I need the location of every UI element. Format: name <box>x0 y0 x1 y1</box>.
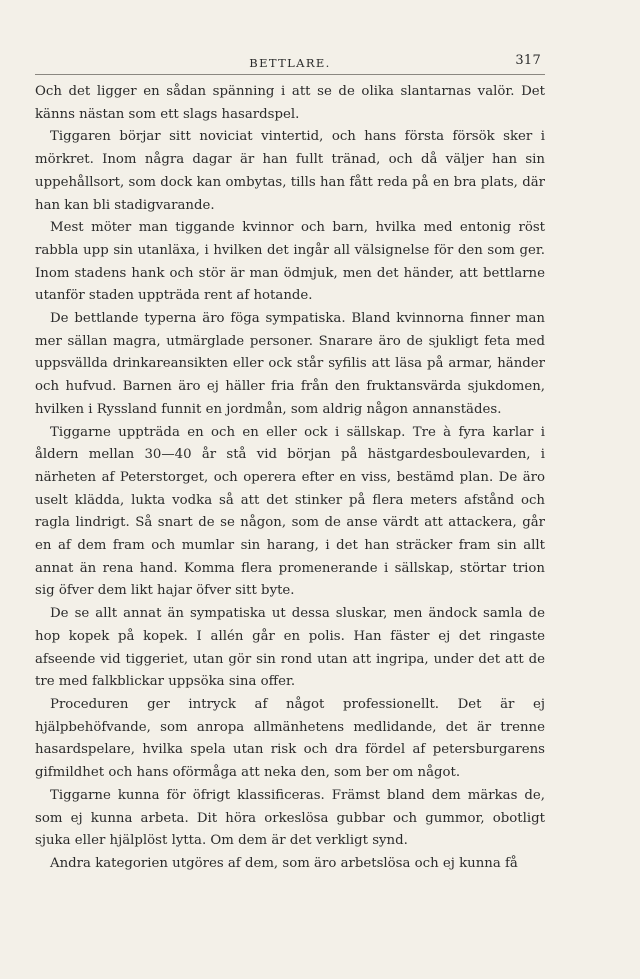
header-rule <box>35 74 545 75</box>
paragraph: Tiggarne kunna för öfrigt klassificeras. Främst bland dem märkas de, som ej kunna arbeta. Dit höra orkeslösa gubbar och gummor, obotligt sjuka eller hjälplöst lytta. Om dem är det verkligt synd. <box>35 787 545 849</box>
running-title: BETTLARE. <box>249 56 331 70</box>
page-number: 317 <box>515 53 541 68</box>
paragraph: Tiggaren börjar sitt noviciat vintertid, och hans första försök sker i mörkret. Inom några dagar är han fullt tränad, och då väljer han sin uppehållsort, som dock kan ombytas, tills han fått reda på en bra plats, där han kan bli stadigvarande. <box>35 129 545 213</box>
running-head <box>35 48 545 70</box>
body-text <box>35 81 545 876</box>
paragraph: De bettlande typerna äro föga sympatiska. Bland kvinnorna finner man mer sällan magra, utmärglade personer. Snarare äro de sjukligt feta med uppsvällda drinkareansikten eller ock står syfilis att läsa på armar, händer och hufvud. Barnen äro ej häller fria från den fruktansvärda sjukdomen, hvilken i Ryssland funnit en jordmån, som aldrig någon annanstädes. <box>35 311 545 417</box>
book-page <box>35 48 545 876</box>
paragraph: Andra kategorien utgöres af dem, som äro arbetslösa och ej kunna få <box>50 855 518 871</box>
paragraph: Tiggarne uppträda en och en eller ock i sällskap. Tre à fyra karlar i åldern mellan 30—40 år stå vid början på hästgardesboulevarden, i närheten af Peterstorget, och operera efter en viss, bestämd plan. De äro uselt klädda, lukta vodka så att det stinker på flera meters afstånd och ragla lindrigt. Så snart de se någon, som de anse värdt att attackera, går en af dem fram och mumlar sin harang, i det han sträcker fram sin allt annat än rena hand. Komma flera promenerande i sällskap, störtar trion sig öfver dem likt hajar öfver sitt byte. <box>35 424 545 599</box>
paragraph: Proceduren ger intryck af något professionellt. Det är ej hjälpbehöfvande, som anropa allmänhetens medlidande, det är trenne hasardspelare, hvilka spela utan risk och dra fördel af petersburgarens gifmildhet och hans oförmåga att neka den, som ber om något. <box>35 696 545 781</box>
paragraph: Och det ligger en sådan spänning i att se de olika slantarnas valör. Det känns nästan som ett slags hasardspel. <box>35 84 545 122</box>
paragraph: De se allt annat än sympatiska ut dessa sluskar, men ändock samla de hop kopek på kopek. I allén går en polis. Han fäster ej det ringaste afseende vid tiggeriet, utan gör sin rond utan att ingripa, under det att de tre med falkblickar uppsöka sina offer. <box>35 606 545 690</box>
paragraph: Mest möter man tiggande kvinnor och barn, hvilka med entonig röst rabbla upp sin utanläxa, i hvilken det ingår all välsignelse för den som ger. Inom stadens hank och stör är man ödmjuk, men det händer, att bettlarne utanför staden uppträda rent af hotande. <box>35 220 545 304</box>
